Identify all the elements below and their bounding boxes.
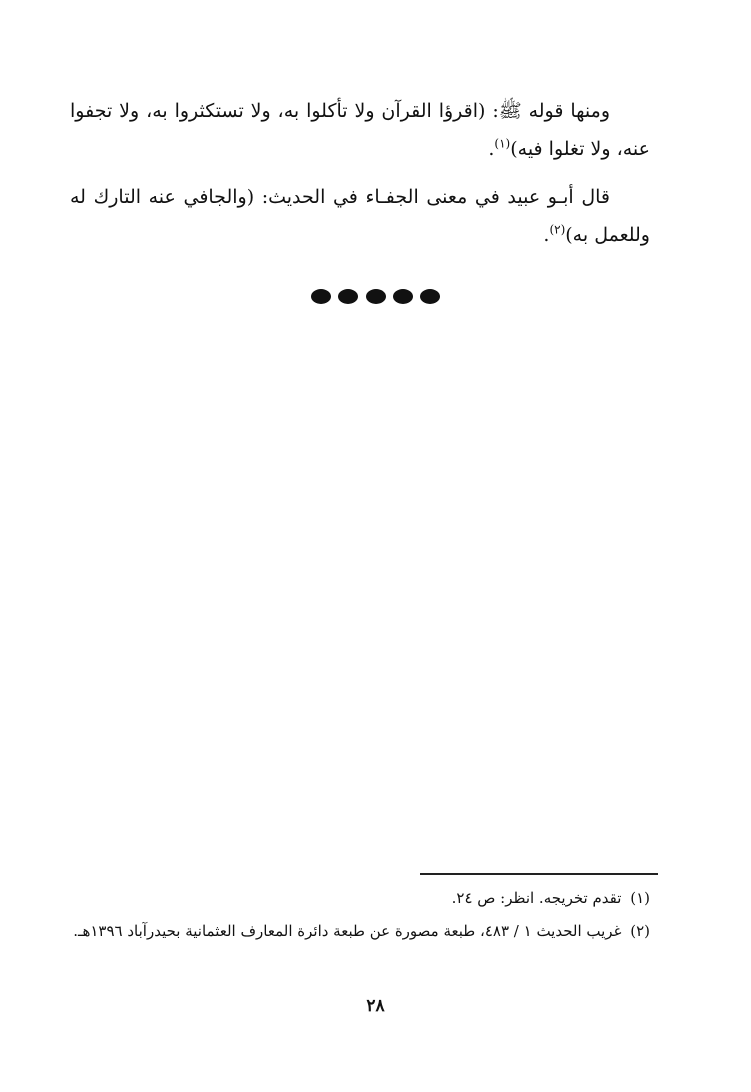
paragraph-2-end: .	[543, 224, 550, 246]
section-separator	[0, 289, 751, 308]
footnote-2-number: (٢)	[630, 922, 650, 940]
footnote-2-text: غريب الحديث ١ / ٤٨٣، طبعة مصورة عن طبعة دائرة المعارف العثمانية بحيدرآباد ١٣٩٦هـ.	[73, 922, 622, 940]
paragraph-2-text: قال أبـو عبيد في معنى الجفـاء في الحديث: (والجافي عنه التارك له وللعمل به)	[70, 186, 650, 246]
paragraph-1-text: ومنها قوله ﷺ: (اقرؤا القرآن ولا تأكلوا به، ولا تستكثروا به، ولا تجفوا عنه، ولا تغلوا فيه)	[70, 100, 650, 160]
paragraph-1-end: .	[488, 138, 495, 160]
separator-dot	[311, 289, 331, 304]
separator-dot	[366, 289, 386, 304]
footnote-rule	[420, 873, 658, 875]
footnote-1-text: تقدم تخريجه. انظر: ص ٢٤.	[451, 889, 622, 907]
page-number: ٢٨	[366, 996, 385, 1016]
paragraph-1	[70, 92, 650, 168]
footnote-ref-2: (٢)	[549, 222, 566, 237]
footnote-1-number: (١)	[630, 889, 650, 907]
separator-dot	[420, 289, 440, 304]
separator-dot	[338, 289, 358, 304]
footnote-1	[70, 882, 650, 915]
separator-dot	[393, 289, 413, 304]
main-text	[70, 92, 650, 264]
footnotes	[70, 882, 650, 948]
paragraph-2	[70, 178, 650, 254]
footnote-ref-1: (١)	[494, 136, 511, 151]
footnote-2	[70, 915, 650, 948]
